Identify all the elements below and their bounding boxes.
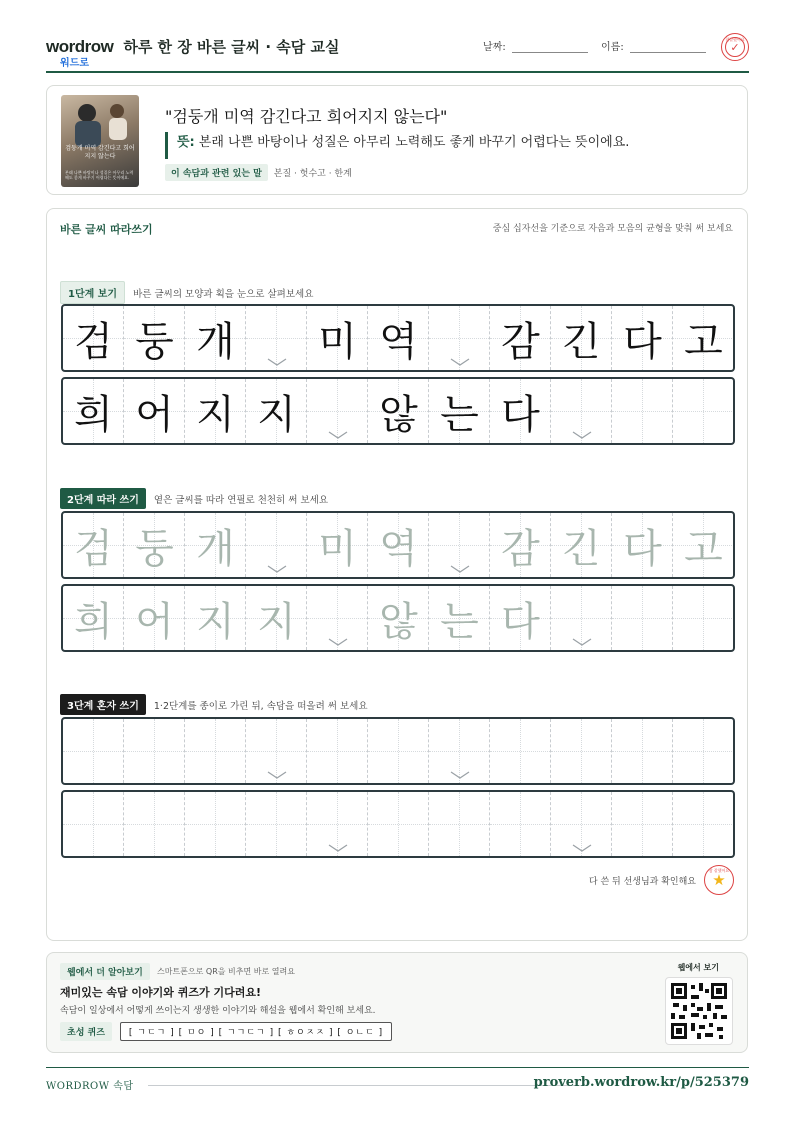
writing-cell	[185, 306, 246, 370]
step-1-desc: 바른 글씨의 모양과 획을 눈으로 살펴보세요	[133, 288, 314, 300]
star-stamp-label: 참 잘했어요	[708, 868, 730, 873]
writing-cell[interactable]	[246, 719, 307, 783]
practice-character: 희	[74, 391, 113, 438]
writing-cell	[124, 306, 185, 370]
writing-cell	[551, 306, 612, 370]
space-chevron-icon	[450, 357, 470, 367]
practice-character: 둥	[135, 525, 174, 572]
writing-cell[interactable]	[673, 513, 734, 577]
related-words	[165, 164, 352, 181]
practice-character: 개	[196, 318, 235, 365]
space-chevron-icon	[572, 843, 592, 853]
related-list: 본질 · 헛수고 · 한계	[273, 169, 352, 179]
writing-cell[interactable]	[307, 513, 368, 577]
meaning-label: 뜻:	[177, 135, 195, 150]
step-1-row-2	[61, 377, 735, 445]
writing-cell	[612, 306, 673, 370]
qr-code-graphic	[671, 983, 727, 1039]
proverb-illustration	[61, 95, 139, 187]
step-3-header	[60, 694, 368, 715]
space-chevron-icon	[450, 770, 470, 780]
writing-cell[interactable]	[612, 513, 673, 577]
practice-character: 긴	[562, 525, 601, 572]
writing-cell	[673, 306, 734, 370]
writing-cell	[490, 379, 551, 443]
writing-cell[interactable]	[490, 792, 551, 856]
meaning-text: 본래 나쁜 바탕이나 성질은 아무리 노력해도 좋게 바꾸기 어렵다는 뜻이에요.	[198, 135, 630, 150]
star-stamp-icon	[704, 865, 734, 895]
space-chevron-icon	[267, 564, 287, 574]
step-2-header	[60, 488, 328, 509]
related-label: 이 속담과 관련 있는 말	[165, 164, 268, 181]
check-icon: ✓	[725, 37, 745, 57]
writing-cell[interactable]	[368, 719, 429, 783]
writing-cell	[63, 379, 124, 443]
practice-character: 않	[379, 598, 418, 645]
writing-cell[interactable]	[124, 586, 185, 650]
writing-cell[interactable]	[429, 513, 490, 577]
web-headline: 재미있는 속담 이야기와 퀴즈가 기다려요!	[60, 986, 261, 999]
space-chevron-icon	[267, 770, 287, 780]
qr-label: 웹에서 보기	[677, 963, 719, 972]
writing-cell[interactable]	[307, 719, 368, 783]
step-3-row-1[interactable]	[61, 717, 735, 785]
writing-cell[interactable]	[185, 513, 246, 577]
logo-text: wordrow	[46, 36, 114, 56]
proverb-title: "검둥개 미역 감긴다고 희어지지 않는다"	[165, 107, 448, 126]
writing-cell[interactable]	[63, 792, 124, 856]
web-hint: 스마트폰으로 QR을 비추면 바로 열려요	[157, 967, 295, 976]
writing-cell[interactable]	[307, 586, 368, 650]
illustration-note: 본래 나쁜 바탕이나 성질은 아무리 노력해도 좋게 바꾸기 어렵다는 뜻이에요.	[65, 170, 134, 180]
writing-cell[interactable]	[124, 719, 185, 783]
writing-cell[interactable]	[490, 719, 551, 783]
date-input-line[interactable]	[512, 41, 588, 53]
space-chevron-icon	[572, 637, 592, 647]
space-chevron-icon	[328, 843, 348, 853]
writing-cell	[63, 306, 124, 370]
practice-character: 검	[74, 318, 113, 365]
writing-cell	[612, 379, 673, 443]
proverb-meaning	[165, 132, 629, 159]
writing-cell	[124, 379, 185, 443]
practice-character: 역	[379, 525, 418, 572]
footer-divider	[148, 1085, 584, 1086]
stamp-label: 참잘했어요	[725, 37, 745, 42]
practice-character: 어	[135, 391, 174, 438]
writing-cell[interactable]	[246, 513, 307, 577]
step-1-header	[60, 281, 313, 304]
name-input-line[interactable]	[630, 41, 706, 53]
writing-cell[interactable]	[551, 513, 612, 577]
practice-character: 감	[501, 318, 540, 365]
quiz-label: 초성 퀴즈	[60, 1022, 112, 1041]
practice-character: 희	[74, 598, 113, 645]
practice-section	[46, 208, 748, 941]
step-2-badge: 2단계 따라 쓰기	[60, 488, 146, 509]
web-promo-box	[46, 952, 748, 1053]
practice-character: 감	[501, 525, 540, 572]
practice-character: 지	[257, 598, 296, 645]
star-icon: ★	[712, 871, 726, 889]
step-1-badge: 1단계 보기	[60, 281, 125, 304]
writing-cell[interactable]	[185, 719, 246, 783]
space-chevron-icon	[267, 357, 287, 367]
writing-cell	[307, 306, 368, 370]
practice-character: 역	[379, 318, 418, 365]
practice-character: 미	[318, 525, 357, 572]
writing-cell[interactable]	[307, 792, 368, 856]
illustration-caption: 검둥개 미역 감긴다고 희어지지 않는다	[65, 145, 135, 160]
logo	[46, 36, 114, 69]
practice-title: 바른 글씨 따라쓰기	[60, 223, 153, 236]
writing-cell[interactable]	[612, 719, 673, 783]
writing-cell[interactable]	[551, 719, 612, 783]
practice-character: 지	[196, 598, 235, 645]
date-field	[483, 38, 588, 53]
page-title: 하루 한 장 바른 글씨 · 속담 교실	[123, 38, 340, 56]
writing-cell[interactable]	[246, 792, 307, 856]
writing-cell	[368, 379, 429, 443]
writing-cell[interactable]	[246, 586, 307, 650]
writing-cell[interactable]	[673, 792, 734, 856]
name-label: 이름:	[601, 42, 624, 53]
writing-cell	[246, 306, 307, 370]
writing-cell[interactable]	[124, 513, 185, 577]
practice-character: 어	[135, 598, 174, 645]
writing-cell	[185, 379, 246, 443]
practice-character: 둥	[135, 318, 174, 365]
step-2-row-1[interactable]	[61, 511, 735, 579]
writing-cell[interactable]	[429, 719, 490, 783]
practice-character: 고	[684, 318, 723, 365]
writing-cell[interactable]	[551, 792, 612, 856]
practice-character: 다	[623, 318, 662, 365]
step-2-desc: 옅은 글씨를 따라 연필로 천천히 써 보세요	[153, 494, 329, 506]
practice-character: 검	[74, 525, 113, 572]
writing-cell[interactable]	[368, 792, 429, 856]
practice-character: 다	[501, 598, 540, 645]
writing-cell[interactable]	[429, 792, 490, 856]
writing-cell	[429, 306, 490, 370]
writing-cell[interactable]	[429, 586, 490, 650]
writing-cell	[307, 379, 368, 443]
writing-cell[interactable]	[368, 586, 429, 650]
date-label: 날짜:	[483, 42, 506, 53]
writing-cell[interactable]	[612, 586, 673, 650]
practice-character: 지	[257, 391, 296, 438]
step-3-desc: 1·2단계를 종이로 가린 뒤, 속담을 떠올려 써 보세요	[153, 700, 368, 712]
writing-cell[interactable]	[490, 513, 551, 577]
writing-cell	[246, 379, 307, 443]
practice-character: 고	[684, 525, 723, 572]
web-tag: 웹에서 더 알아보기	[60, 963, 150, 980]
practice-character: 다	[501, 391, 540, 438]
qr-code-icon[interactable]	[665, 977, 733, 1045]
writing-cell[interactable]	[63, 586, 124, 650]
writing-cell	[368, 306, 429, 370]
step-3-badge: 3단계 혼자 쓰기	[60, 694, 146, 715]
writing-cell[interactable]	[63, 513, 124, 577]
practice-character: 는	[440, 598, 479, 645]
writing-cell[interactable]	[551, 586, 612, 650]
writing-cell[interactable]	[185, 586, 246, 650]
page-footer	[46, 1067, 749, 1099]
space-chevron-icon	[450, 564, 470, 574]
practice-hint: 중심 십자선을 기준으로 자음과 모음의 균형을 맞춰 써 보세요	[492, 224, 733, 234]
practice-character: 개	[196, 525, 235, 572]
logo-sub: 워드로	[60, 57, 89, 69]
writing-cell	[490, 306, 551, 370]
writing-cell[interactable]	[490, 586, 551, 650]
writing-cell[interactable]	[673, 719, 734, 783]
writing-cell[interactable]	[368, 513, 429, 577]
practice-character: 미	[318, 318, 357, 365]
practice-character: 다	[623, 525, 662, 572]
check-text: 다 쓴 뒤 선생님과 확인해요	[588, 876, 696, 887]
writing-cell[interactable]	[63, 719, 124, 783]
chosung-quiz	[60, 1022, 392, 1041]
quiz-value: [ ㄱㄷㄱ ] [ ㅁㅇ ] [ ㄱㄱㄷㄱ ] [ ㅎㅇㅈㅈ ] [ ㅇㄴㄷ ]	[120, 1022, 392, 1041]
step-2-row-2[interactable]	[61, 584, 735, 652]
practice-character: 는	[440, 391, 479, 438]
writing-cell[interactable]	[185, 792, 246, 856]
writing-cell	[429, 379, 490, 443]
web-body: 속담이 일상에서 어떻게 쓰이는지 생생한 이야기와 해설을 웹에서 확인해 보세요.	[60, 1006, 376, 1016]
writing-cell	[673, 379, 734, 443]
footer-brand: WORDROW 속담	[46, 1081, 134, 1092]
step-1-row-1	[61, 304, 735, 372]
footer-url[interactable]: proverb.wordrow.kr/p/525379	[533, 1075, 749, 1090]
space-chevron-icon	[572, 430, 592, 440]
teacher-check	[589, 865, 734, 895]
writing-cell[interactable]	[673, 586, 734, 650]
approval-stamp-icon	[721, 33, 749, 61]
practice-character: 않	[379, 391, 418, 438]
proverb-card	[46, 85, 748, 195]
name-field	[601, 38, 706, 53]
practice-character: 지	[196, 391, 235, 438]
writing-cell[interactable]	[124, 792, 185, 856]
writing-cell	[551, 379, 612, 443]
writing-cell[interactable]	[612, 792, 673, 856]
page-header	[46, 28, 749, 73]
practice-character: 긴	[562, 318, 601, 365]
space-chevron-icon	[328, 637, 348, 647]
step-3-row-2[interactable]	[61, 790, 735, 858]
space-chevron-icon	[328, 430, 348, 440]
